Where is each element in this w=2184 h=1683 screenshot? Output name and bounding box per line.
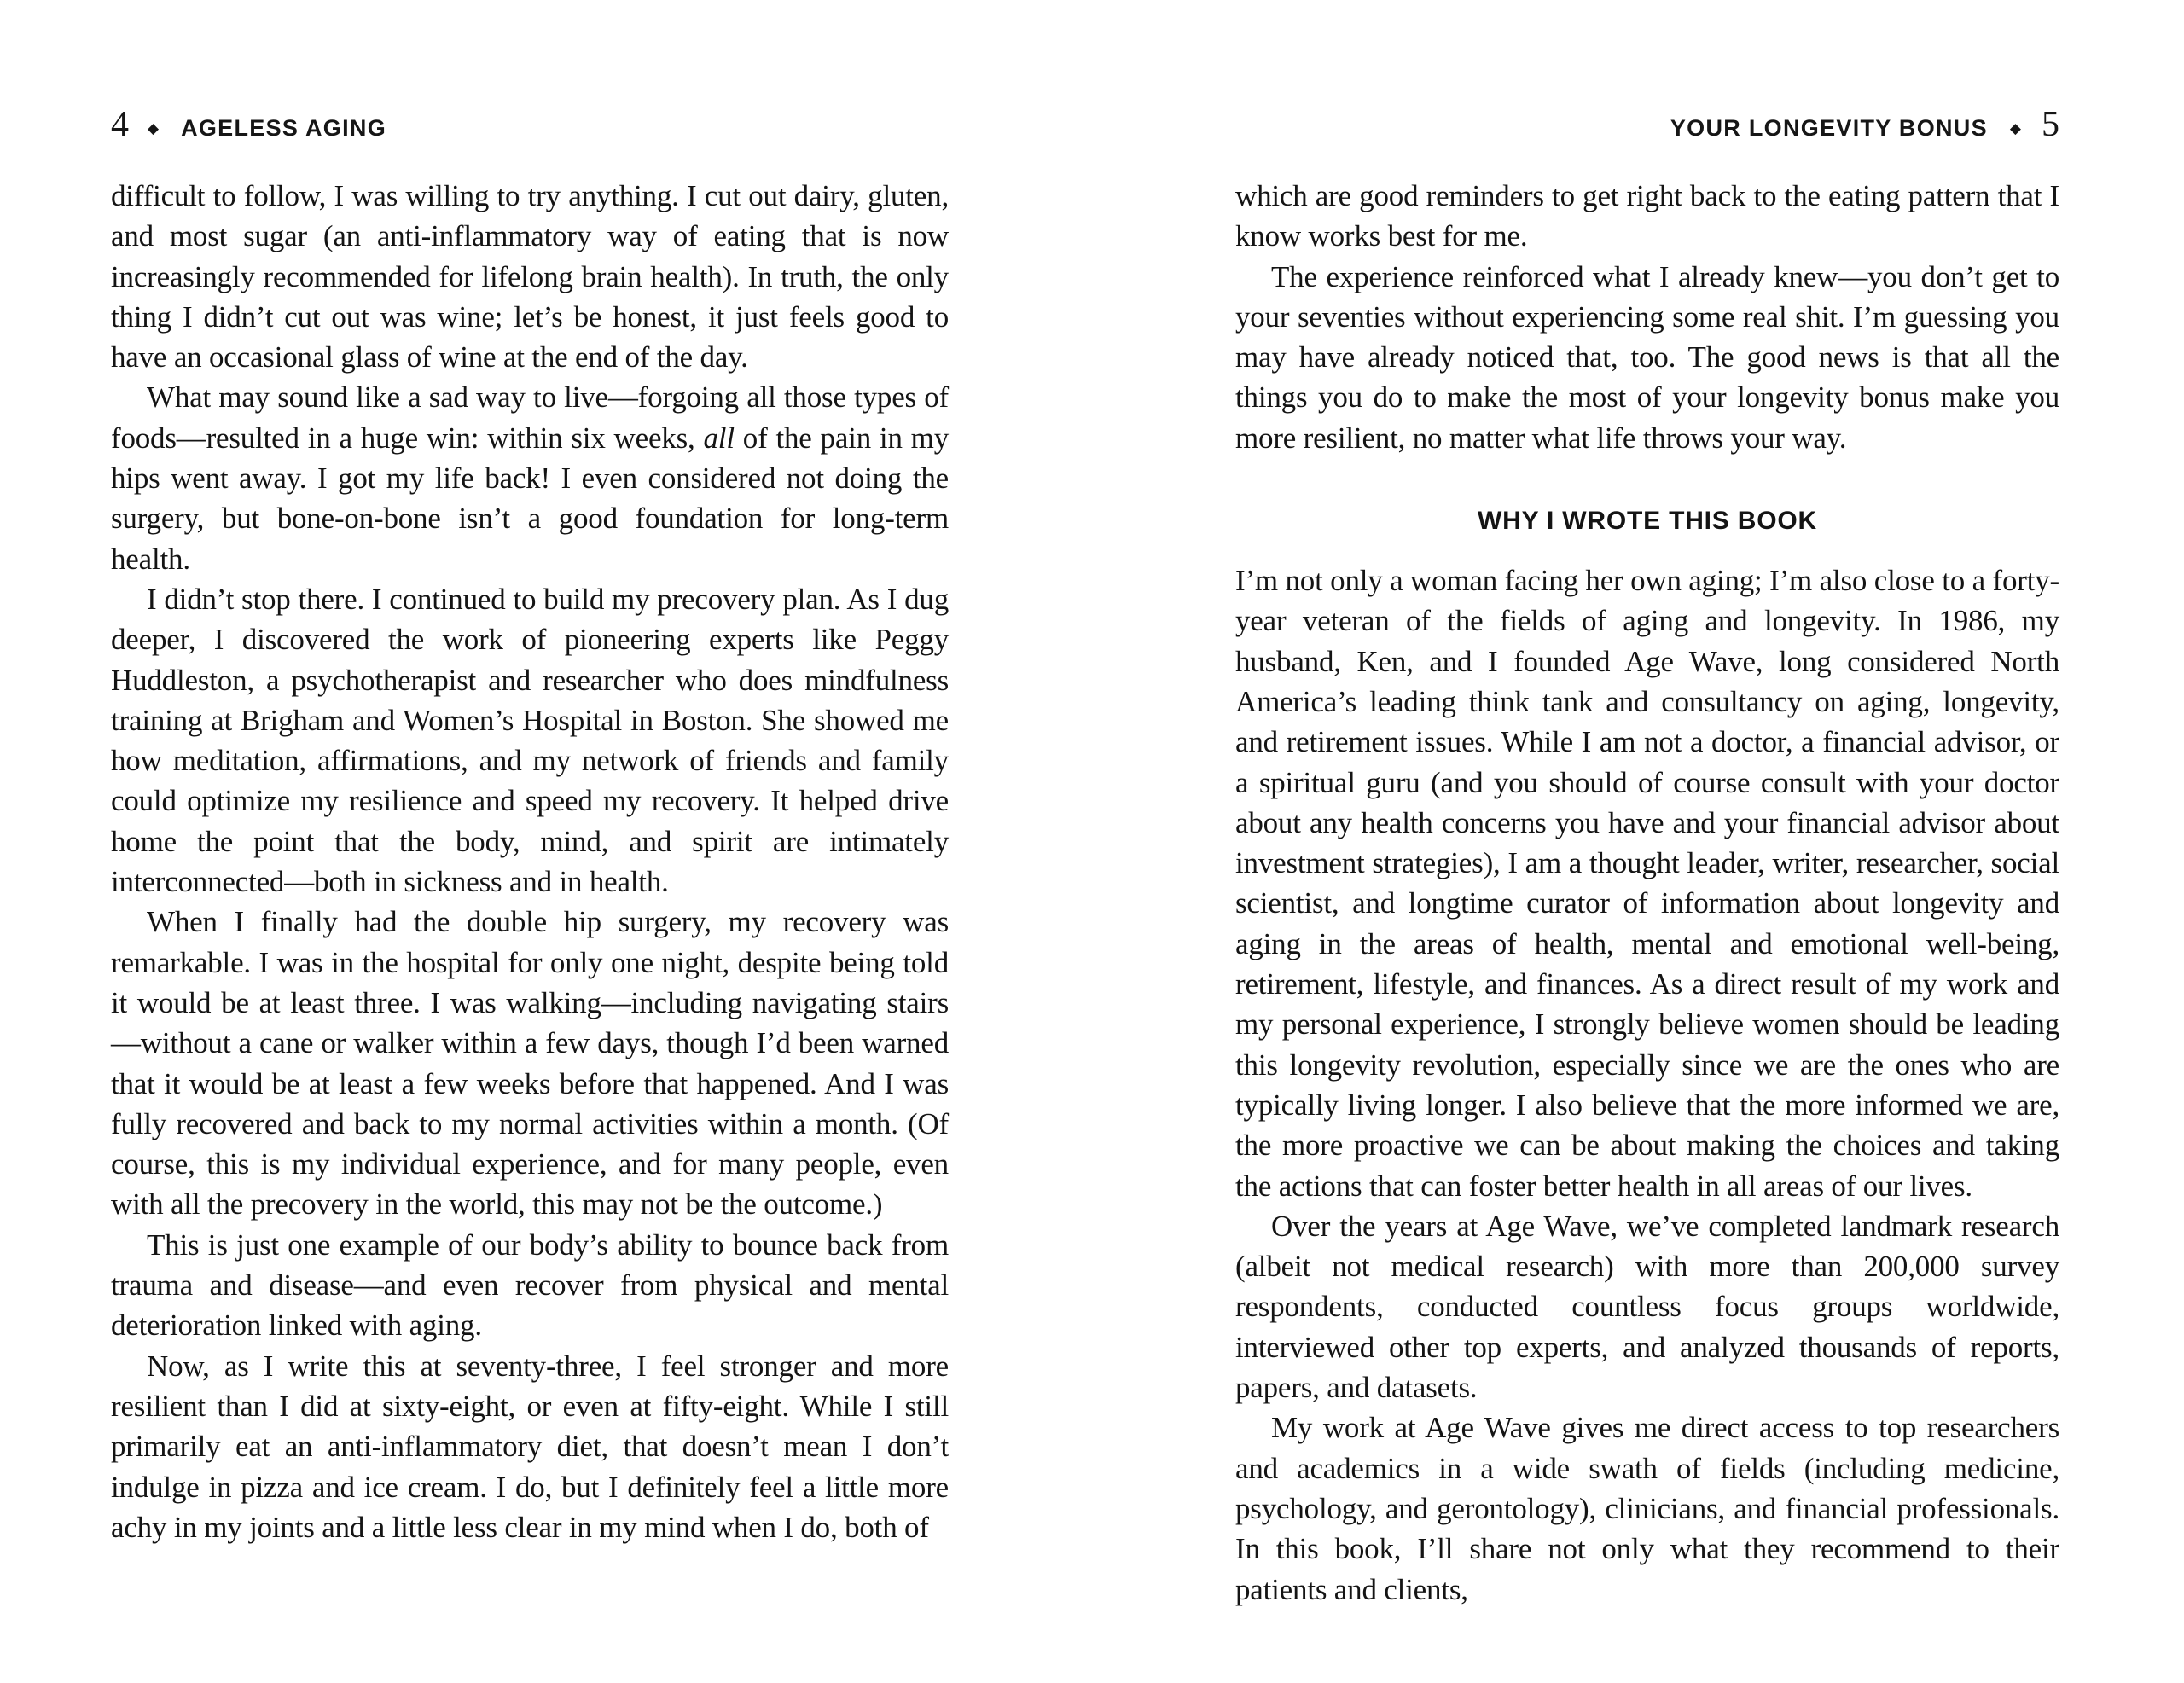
paragraph [111, 176, 949, 377]
left-page-number: 4 [111, 105, 129, 144]
text-run: I didn’t stop there. I continued to build my precovery plan. As I dug deeper, I discovered the work of pioneering experts like Peggy Huddleston, a psychotherapist and researcher who does mindfulness training at Brigham and Women’s Hospital in Boston. She showed me how meditation, affirmations, and my network of friends and family could optimize my resilience and speed my recovery. It helped drive home the point that the body, mind, and spirit are intimately interconnected—both in sickness and in health. [111, 582, 949, 899]
right-page-body [1235, 176, 2059, 1610]
paragraph [1235, 257, 2059, 458]
paragraph [111, 579, 949, 902]
text-run: Now, as I write this at seventy-three, I feel stronger and more resilient than I did at sixty-eight, or even at fifty-eight. While I still primarily eat an anti-inflammatory diet, that doesn’t mean I don’t indulge in pizza and ice cream. I do, but I definitely feel a little more achy in my joints and a little less clear in my mind when I do, both of [111, 1349, 949, 1544]
text-run: This is just one example of our body’s ability to bounce back from trauma and disease—and even recover from physical and mental deterioration linked with aging. [111, 1227, 949, 1343]
paragraph [1235, 1407, 2059, 1609]
right-running-title: YOUR LONGEVITY BONUS [1670, 115, 1988, 141]
diamond-icon: ◆ [148, 120, 160, 136]
left-page-body [111, 176, 949, 1547]
paragraph [1235, 176, 2059, 257]
text-run: of the pain in my hips went away. I got my life back! I even considered not doing the surgery, but bone-on-bone isn’t a good foundation for long-term health. [111, 421, 949, 576]
text-run: Over the years at Age Wave, we’ve completed landmark research (albeit not medical research) with more than 200,000 survey respondents, conducted countless focus groups worldwide, interviewed other top experts, and analyzed thousands of reports, papers, and datasets. [1235, 1209, 2059, 1405]
left-running-header [111, 104, 386, 145]
right-page-number: 5 [2042, 105, 2059, 144]
paragraph [111, 1346, 949, 1547]
emphasized-text: all [703, 421, 735, 455]
paragraph [1235, 560, 2059, 1206]
text-run: I’m not only a woman facing her own aging; I’m also close to a forty-year veteran of the fields of aging and longevity. In 1986, my husband, Ken, and I founded Age Wave, long considered North America’s leading think tank and consultancy on aging, longevity, and retirement issues. While I am not a doctor, a financial advisor, or a spiritual guru (and you should of course consult with your doctor about any health concerns you have and your financial advisor about investment strategies), I am a thought leader, writer, researcher, social scientist, and longtime curator of information about longevity and aging in the areas of health, mental and emotional well-being, retirement, lifestyle, and finances. As a direct result of my work and my personal experience, I strongly believe women should be leading this longevity revolution, especially since we are the ones who are typically living longer. I also believe that the more informed we are, the more proactive we can be about making the choices and taking the actions that can foster better health in all areas of our lives. [1235, 564, 2059, 1203]
diamond-icon: ◆ [2009, 120, 2021, 136]
paragraph [1235, 1206, 2059, 1407]
section-heading: WHY I WROTE THIS BOOK [1478, 507, 1817, 536]
text-run: difficult to follow, I was willing to try anything. I cut out dairy, gluten, and most sugar (an anti-inflammatory way of eating that is now increasingly recommended for lifelong brain health). In truth, the only thing I didn’t cut out was wine; let’s be honest, it just feels good to have an occasional glass of wine at the end of the day. [111, 179, 949, 374]
paragraph [111, 1225, 949, 1346]
left-running-title: AGELESS AGING [181, 115, 387, 141]
text-run: When I finally had the double hip surgery, my recovery was remarkable. I was in the hospital for only one night, despite being told it would be at least three. I was walking—including navigating stairs—without a cane or walker within a few days, though I’d been warned that it would be at least a few weeks before that happened. And I was fully recovered and back to my normal activities within a month. (Of course, this is my individual experience, and for many people, even with all the precovery in the world, this may not be the outcome.) [111, 905, 949, 1222]
text-run: My work at Age Wave gives me direct access to top researchers and academics in a wide swath of fields (including medicine, psychology, and gerontology), clinicians, and financial professionals. In this book, I’ll share not only what they recommend to their patients and clients, [1235, 1411, 2059, 1606]
paragraph [111, 377, 949, 578]
text-run: which are good reminders to get right back to the eating pattern that I know works best for me. [1235, 179, 2059, 253]
text-run: The experience reinforced what I already knew—you don’t get to your seventies without experiencing some real shit. I’m guessing you may have already noticed that, too. The good news is that all the things you do to make the most of your longevity bonus make you more resilient, no matter what life throws your way. [1235, 259, 2059, 455]
paragraph [111, 902, 949, 1224]
text-run: What may sound like a sad way to live—forgoing all those types of foods—resulted in a huge win: within six weeks, [111, 380, 949, 455]
right-running-header [1670, 104, 2059, 145]
